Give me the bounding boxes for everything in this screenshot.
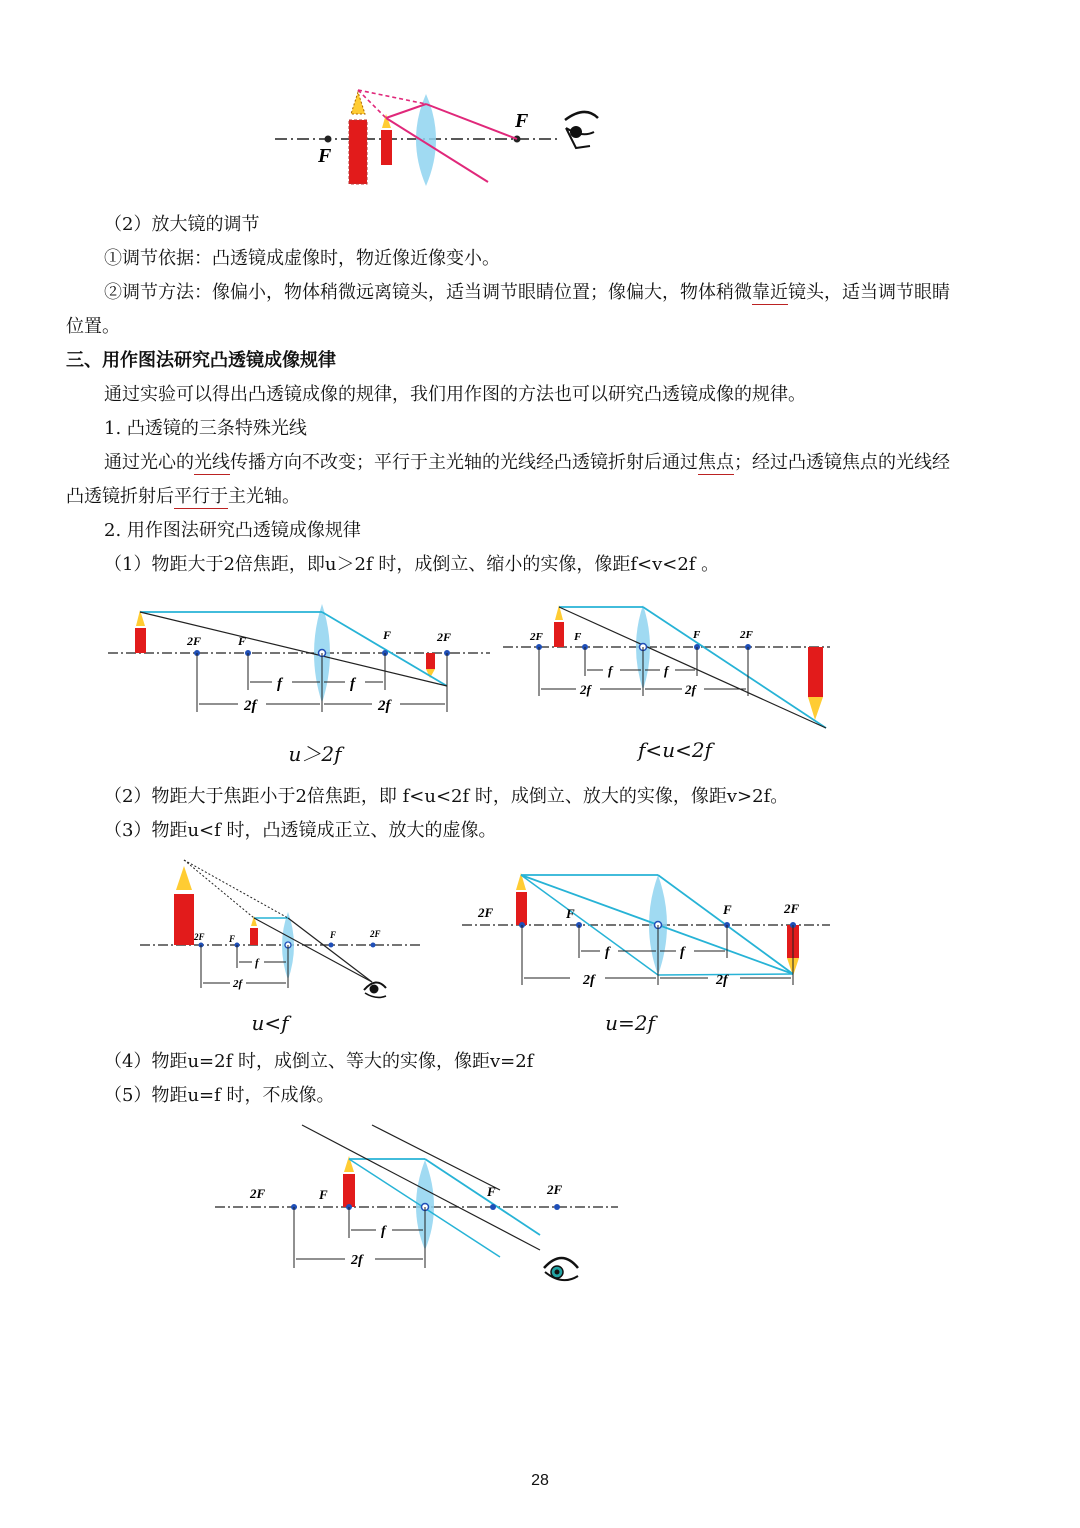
section-heading-3: 三、用作图法研究凸透镜成像规律 [66,350,336,371]
svg-text:2f: 2f [685,682,696,697]
svg-text:2F: 2F [250,1186,266,1201]
para-case-5: （5）物距u=f 时，不成像。 [104,1085,335,1106]
caption-u-eq-2f: u=2f [605,1011,655,1035]
para-adjust-method: ②调节方法：像偏小，物体稍微远离镜头，适当调节眼睛位置；像偏大，物体稍微靠近镜头，适当调节眼睛 [104,282,950,303]
svg-text:f: f [605,945,610,960]
svg-text:2f: 2f [580,682,591,697]
svg-text:2F: 2F [194,932,205,942]
para-three-rays-cont: 凸透镜折射后平行于主光轴。 [66,486,300,507]
svg-text:f: f [608,663,613,678]
f-right-label: F [515,110,529,132]
svg-text:2F: 2F [370,929,381,939]
svg-text:F: F [383,628,392,642]
svg-text:2F: 2F [478,905,494,920]
svg-text:f: f [680,945,685,960]
svg-text:2F: 2F [530,631,543,643]
svg-text:2f: 2f [378,698,391,714]
svg-text:2F: 2F [784,901,800,916]
caption-u-lt-f: u<f [251,1011,289,1035]
svg-text:2f: 2f [233,978,243,990]
svg-text:2f: 2f [716,973,728,988]
f-left-label: F [318,145,332,167]
svg-text:F: F [566,906,575,921]
svg-text:f: f [664,663,669,678]
svg-text:F: F [330,930,337,940]
para-three-rays: 通过光心的光线传播方向不改变；平行于主光轴的光线经凸透镜折射后通过焦点；经过凸透镜焦点的光线经 [104,452,950,473]
page-number: 28 [531,1472,549,1489]
svg-text:F: F [574,631,582,643]
svg-text:2f: 2f [244,698,257,714]
eye-icon-small [364,982,386,997]
svg-text:F: F [487,1184,496,1199]
svg-text:F: F [693,629,701,641]
svg-text:F: F [229,934,236,944]
svg-text:F: F [238,634,247,648]
svg-text:F: F [319,1187,328,1202]
para-graph-method-heading: 2. 用作图法研究凸透镜成像规律 [104,520,361,541]
para-three-rays-heading: 1. 凸透镜的三条特殊光线 [104,418,307,439]
caption-f-lt-u-lt-2f: f<u<2f [638,738,712,762]
para-magnifier-adjust: （2）放大镜的调节 [104,214,260,235]
para-adjust-basis: ①调节依据：凸透镜成虚像时，物近像近像变小。 [104,248,500,269]
svg-text:2F: 2F [187,634,202,648]
para-intro: 通过实验可以得出凸透镜成像的规律，我们用作图的方法也可以研究凸透镜成像的规律。 [104,384,806,405]
svg-text:2f: 2f [351,1253,363,1268]
svg-text:2f: 2f [583,973,595,988]
para-case-3: （3）物距u<f 时，凸透镜成正立、放大的虚像。 [104,820,497,841]
svg-text:f: f [381,1224,386,1239]
svg-text:F: F [723,902,732,917]
para-adjust-method-cont: 位置。 [66,316,120,337]
svg-text:2F: 2F [740,629,753,641]
svg-text:2F: 2F [547,1182,563,1197]
svg-text:f: f [277,676,282,692]
svg-text:f: f [255,957,259,969]
svg-text:f: f [350,676,355,692]
caption-u-gt-2f: u＞2f [288,742,342,766]
para-case-4: （4）物距u=2f 时，成倒立、等大的实像，像距v=2f [104,1051,534,1072]
eye-icon-teal [544,1258,578,1280]
para-case-2: （2）物距大于焦距小于2倍焦距，即 f<u<2f 时，成倒立、放大的实像，像距v>2f。 [104,786,789,807]
svg-text:2F: 2F [437,630,452,644]
para-case-1: （1）物距大于2倍焦距，即u＞2f 时，成倒立、缩小的实像，像距f<v<2f 。 [104,554,720,575]
